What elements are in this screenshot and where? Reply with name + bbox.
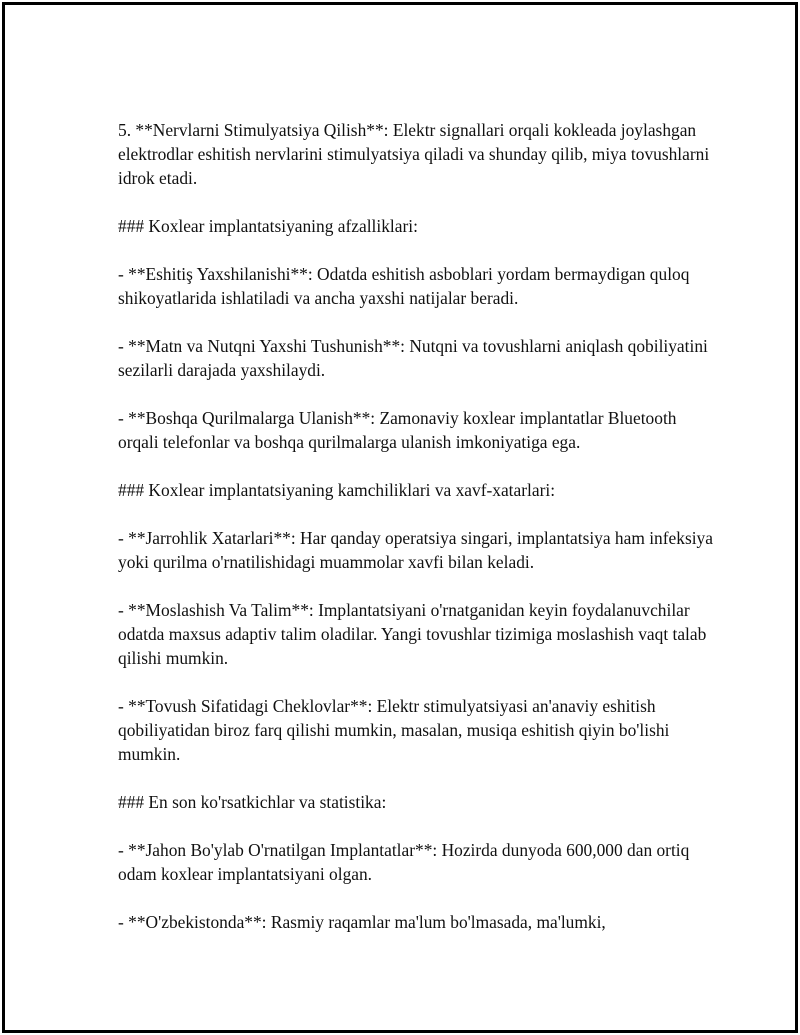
list-item-device-connection: - **Boshqa Qurilmalarga Ulanish**: Zamonaviy koxlear implantatlar Bluetooth orqali telefonlar va boshqa qurilmalarga ulanish imkoniyatiga ega. — [118, 408, 677, 452]
heading-advantages: ### Koxlear implantatsiyaning afzalliklari: — [118, 216, 418, 236]
list-item-worldwide-implants: - **Jahon Bo'ylab O'rnatilgan Implantatlar**: Hozirda dunyoda 600,000 dan ortiq odam koxlear implantatsiyani olgan. — [118, 840, 690, 884]
heading-statistics: ### En son ko'rsatkichlar va statistika: — [118, 792, 387, 812]
list-item-adaptation-training: - **Moslashish Va Talim**: Implantatsiyani o'rnatganidan keyin foydalanuvchilar odatda maxsus adaptiv talim oladilar. Yangi tovushlar tizimiga moslashish vaqt talab qilishi mumkin. — [118, 600, 707, 668]
list-item-uzbekistan: - **O'zbekistonda**: Rasmiy raqamlar ma'lum bo'lmasada, ma'lumki, — [118, 912, 606, 932]
paragraph-nerve-stimulation: 5. **Nervlarni Stimulyatsiya Qilish**: Elektr signallari orqali kokleada joylashgan elektrodlar eshitish nervlarini stimulyatsiya qiladi va shunday qilib, miya tovushlarni idrok etadi. — [118, 120, 710, 188]
list-item-sound-quality-limits: - **Tovush Sifatidagi Cheklovlar**: Elektr stimulyatsiyasi an'anaviy eshitish qobiliyatidan biroz farq qilishi mumkin, masalan, musiqa eshitish qiyin bo'lishi mumkin. — [118, 696, 670, 764]
list-item-hearing-improvement: - **Eshitiş Yaxshilanishi**: Odatda eshitish asboblari yordam bermaydigan quloq shikoyatlarida ishlatiladi va ancha yaxshi natijalar beradi. — [118, 264, 690, 308]
heading-drawbacks: ### Koxlear implantatsiyaning kamchiliklari va xavf-xatarlari: — [118, 480, 556, 500]
list-item-speech-understanding: - **Matn va Nutqni Yaxshi Tushunish**: Nutqni va tovushlarni aniqlash qobiliyatini sezilarli darajada yaxshilaydi. — [118, 336, 708, 380]
list-item-surgical-risks: - **Jarrohlik Xatarlari**: Har qanday operatsiya singari, implantatsiya ham infeksiya yoki qurilma o'rnatilishidagi muammolar xavfi bilan keladi. — [118, 528, 713, 572]
document-body — [118, 118, 718, 958]
